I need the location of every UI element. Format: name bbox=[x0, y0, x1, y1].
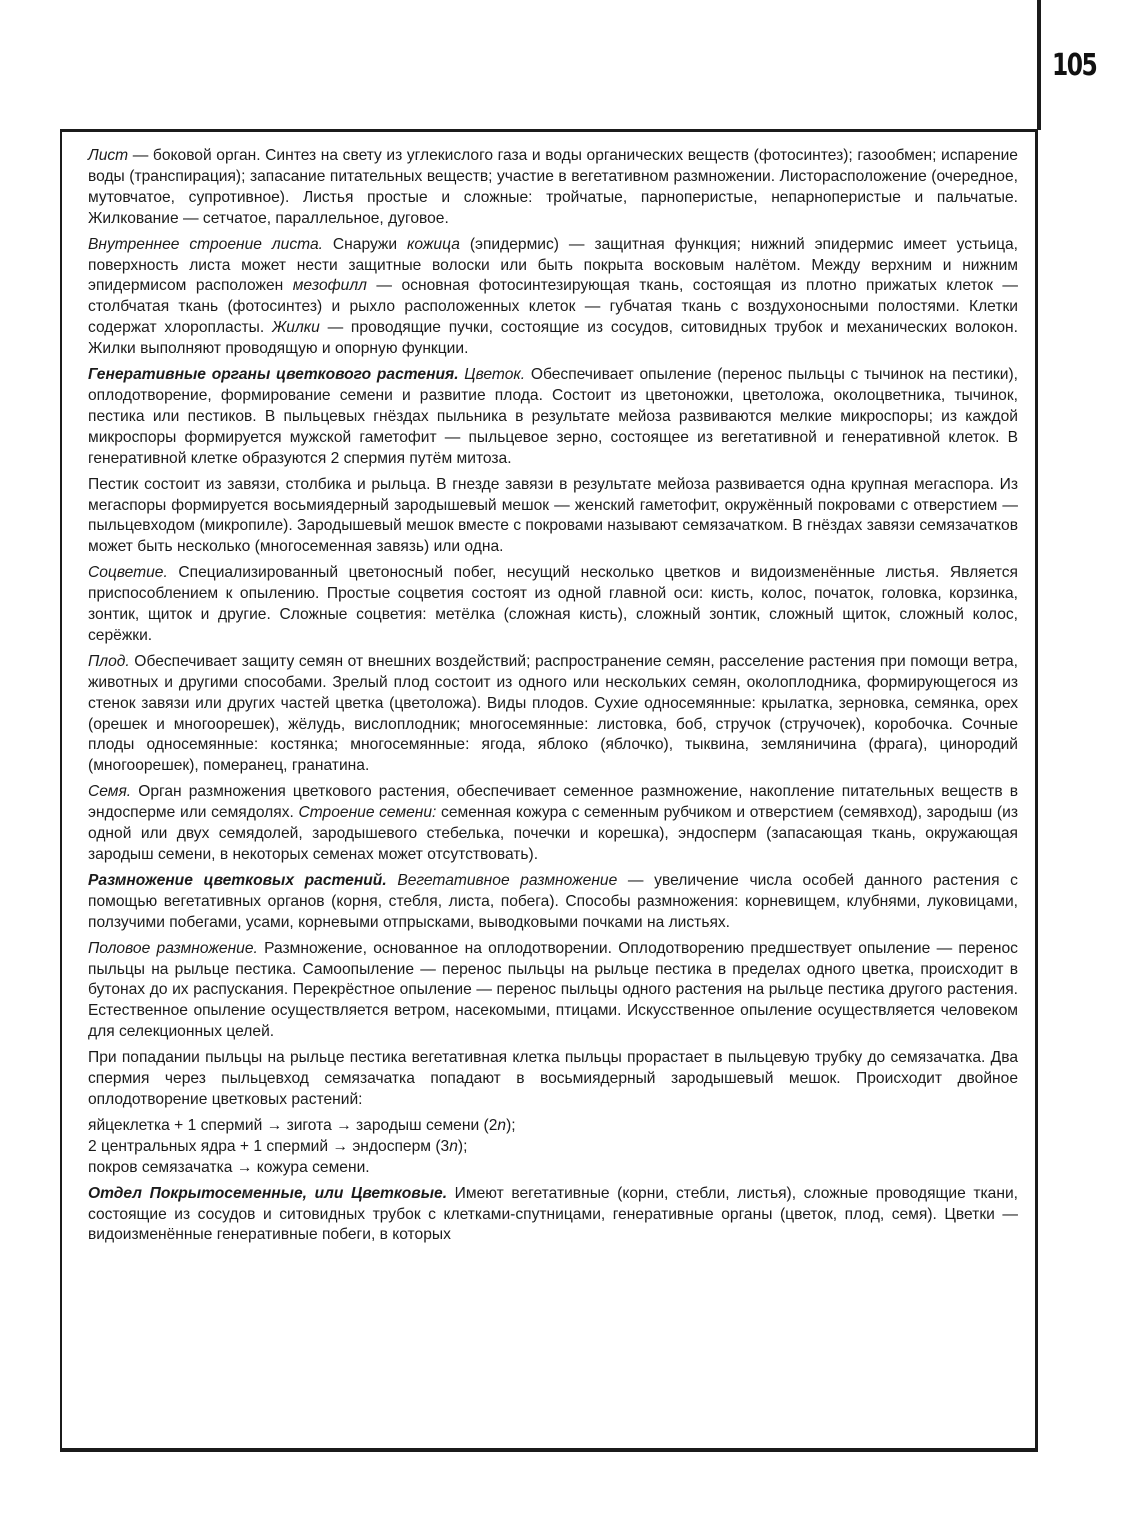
formula-seed-coat bbox=[88, 1158, 1018, 1179]
term-vegetative-reproduction: Вегетативное размножение bbox=[397, 871, 618, 889]
formula-zygote bbox=[88, 1116, 1018, 1137]
text-span: Имеют вегетативные (корни, стебли, листья), сложные проводящие ткани, состоящие из сосудов и ситовидных трубок с клетками-спутницами, генеративные органы (цветок, плод, семя). Цветки — видоизменённые генеративные побеги, в которых bbox=[88, 1184, 1018, 1244]
text-span: Обеспечивает защиту семян от внешних воздействий; распространение семян, расселение растения при помощи ветра, животных и другими способами. Зрелый плод состоит из одного или нескольких семян, околоплодника, формирующегося из стенок завязи или других частей цветка (цветоложа). Виды плодов. Сухие односемянные: крылатка, зерновка, семянка, орех (орешек и многоорешек), жёлудь, вислоплодник; многосемянные: листовка, боб, стручок (стручочек), коробочка. Сочные плоды односемянные: костянка; многосемянные: ягода, яблоко (яблочко), тыквина, земляничина (фрага), цинородий (многоорешек), померанец, гранатина. bbox=[88, 652, 1018, 775]
text-span: Снаружи bbox=[322, 235, 408, 253]
paragraph-inflorescence bbox=[88, 563, 1018, 647]
term-seed: Семя. bbox=[88, 783, 132, 801]
heading-angiosperms: Отдел Покрытосеменные, или Цветковые. bbox=[88, 1184, 448, 1202]
paragraph-double-fertilization bbox=[88, 1048, 1018, 1111]
paragraph-sexual-reproduction bbox=[88, 939, 1018, 1044]
term-fruit: Плод. bbox=[88, 652, 130, 670]
paragraph-angiosperms bbox=[88, 1184, 1018, 1247]
term-leaf: Лист bbox=[88, 147, 129, 164]
text-span: Пестик состоит из завязи, столбика и рыльца. В гнезде завязи в результате мейоза развивается одна крупная мегаспора. Из мегаспоры формируется восьмиядерный зародышевый мешок — женский гаметофит, окружённый покровами с отверстием — пыльцевходом (микропиле). Зародышевый мешок вместе с покровами называют семязачатком. В гнёздах завязи семязачатков может быть несколько (многосеменная завязь) или одна. bbox=[88, 475, 1018, 556]
term-flower: Цветок. bbox=[464, 366, 526, 384]
term-sexual-reproduction: Половое размножение. bbox=[88, 939, 258, 957]
term-inflorescence: Соцветие. bbox=[88, 564, 168, 582]
paragraph-fruit bbox=[88, 652, 1018, 777]
paragraph-leaf-structure bbox=[88, 235, 1018, 360]
text-span: — боковой орган. Синтез на свету из углекислого газа и воды органических веществ (фотосинтез); газообмен; испарение воды (транспирация); запасание питательных веществ; участие в вегетативном размножении. Листорасположение (очередное, мутовчатое, супротивное). Листья простые и сложные: тройчатые, парноперистые, непарноперистые и пальчатые. Жилкование — сетчатое, параллельное, дуговое. bbox=[88, 147, 1018, 227]
text-span bbox=[387, 872, 398, 889]
formula-text: ); bbox=[457, 1137, 468, 1155]
text-span: — проводящие пучки, состоящие из сосудов, ситовидных трубок и механических волокон. Жилки выполняют проводящую и опорную функции. bbox=[88, 319, 1018, 358]
text-span: При попадании пыльцы на рыльце пестика вегетативная клетка пыльцы прорастает в пыльцевую трубку до семязачатка. Два спермия через пыльцевход семязачатка попадают в восьмиядерный зародышевый мешок. Происходит двойное оплодотворение цветковых растений: bbox=[88, 1049, 1018, 1108]
formula-variable: n bbox=[497, 1116, 507, 1134]
text-span: Орган размножения цветкового растения, обеспечивает семенное размножение, накопление питательных веществ в эндосперме или семядолях. bbox=[88, 783, 1018, 822]
term-seed-structure: Строение семени: bbox=[298, 804, 437, 822]
text-span: — основная фотосинтезирующая ткань, состоящая из плотно прижатых клеток — столбчатая ткань (фотосинтез) и рыхло расположенных клеток — губчатая ткань с воздухоносными полостями. Клетки содержат хлоропласты. bbox=[88, 277, 1019, 337]
paragraph-pistil bbox=[88, 475, 1018, 559]
formula-variable: n bbox=[449, 1137, 458, 1155]
text-span: (эпидермис) — защитная функция; нижний эпидермис имеет устьица, поверхность листа может нести защитные волоски или быть покрыта восковым налётом. Между верхним и нижним эпидермисом расположен bbox=[88, 235, 1019, 295]
text-span: Обеспечивает опыление (перенос пыльцы с тычинок на пестики), оплодотворение, формирование семени и развитие плода. Состоит из цветоножки, цветоложа, околоцветника, тычинок, пестика или пестиков. В пыльцевых гнёздах пыльника в результате мейоза развиваются мелкие микроспоры; из каждой микроспоры формируется мужской гаметофит — пыльцевое зерно, состоящее из вегетативной и генеративной клеток. В генеративной клетке образуются 2 спермия путём митоза. bbox=[88, 366, 1018, 467]
term-veins: Жилки bbox=[271, 319, 320, 337]
text-span: Специализированный цветоносный побег, несущий несколько цветков и видоизменённые листья. Является приспособлением к опылению. Простые соцветия состоят из одной главной оси: кисть, колос, початок, головка, корзинка, зонтик, щиток и другие. Сложные соцветия: метёлка (сложная кисть), сложный зонтик, сложный щиток, сложный колос, серёжки. bbox=[88, 564, 1018, 644]
term-leaf-structure: Внутреннее строение листа. bbox=[88, 235, 323, 253]
paragraph-generative-organs bbox=[88, 365, 1018, 470]
formula-text: яйцеклетка + 1 спермий → зигота → зародыш семени (2 bbox=[88, 1116, 498, 1134]
formula-text: 2 центральных ядра + 1 спермий → эндосперм (3 bbox=[88, 1137, 450, 1155]
margin-rule bbox=[1037, 0, 1041, 130]
heading-reproduction: Размножение цветковых растений. bbox=[88, 871, 387, 889]
heading-generative-organs: Генеративные органы цветкового растения. bbox=[88, 366, 459, 384]
text-body bbox=[88, 146, 1018, 1251]
paragraph-seed bbox=[88, 782, 1018, 866]
term-epidermis: кожица bbox=[407, 235, 460, 253]
term-mesophyll: мезофилл bbox=[292, 277, 367, 295]
page-number: 105 bbox=[1052, 48, 1097, 83]
paragraph-reproduction bbox=[88, 871, 1018, 934]
text-span: — увеличение числа особей данного растения с помощью вегетативных органов (корня, стебля, листа, побега). Способы размножения: корневищем, клубнями, луковицами, ползучими побегами, усами, корневыми отпрысками, выводковыми почками на листьях. bbox=[88, 871, 1018, 931]
formula-text: покров семязачатка → кожура семени. bbox=[88, 1158, 370, 1176]
formula-endosperm bbox=[88, 1137, 1018, 1158]
paragraph-leaf bbox=[88, 146, 1018, 230]
formula-text: ); bbox=[506, 1116, 516, 1134]
text-span: семенная кожура с семенным рубчиком и отверстием (семявход), зародыш (из одной или двух семядолей, зародышевого стебелька, почечки и корешка), эндосперм (запасающая ткань, окружающая зародыш семени, в некоторых семенах может отсутствовать). bbox=[88, 804, 1018, 863]
text-span: Размножение, основанное на оплодотворении. Оплодотворению предшествует опыление — перенос пыльцы на рыльце пестика. Самоопыление — перенос пыльцы на рыльце пестика в пределах одного цветка, происходит в бутонах до их распускания. Перекрёстное опыление — перенос пыльцы одного растения на рыльце пестика другого растения. Естественное опыление осуществляется ветром, насекомыми, птицами. Искусственное опыление осуществляется человеком для селекционных целей. bbox=[88, 939, 1018, 1041]
